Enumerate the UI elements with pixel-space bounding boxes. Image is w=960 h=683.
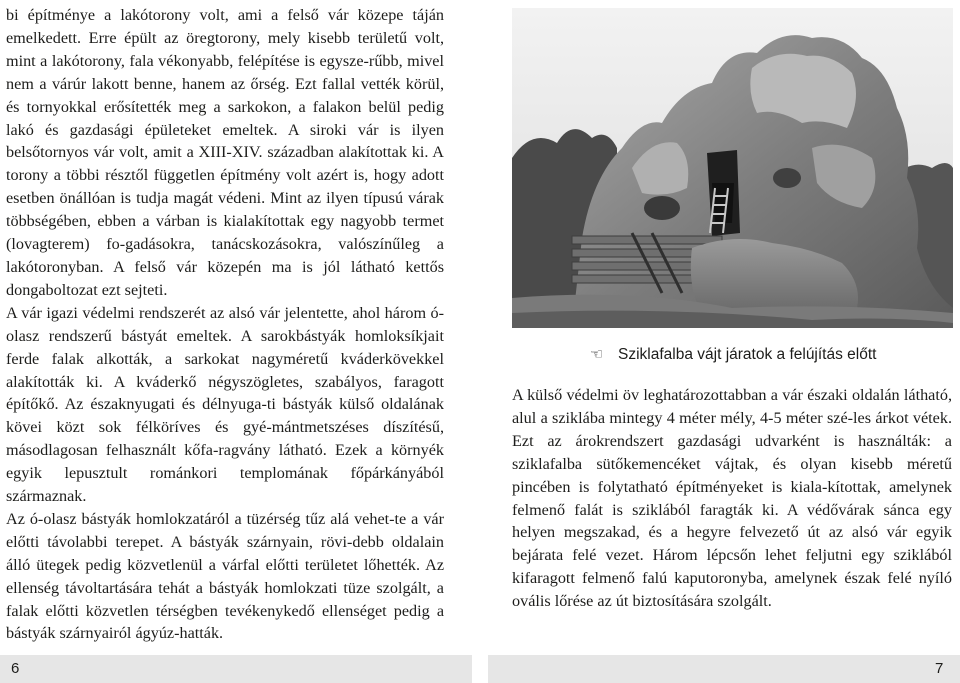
castle-rock-photo — [512, 8, 953, 328]
photo-illustration — [512, 8, 953, 328]
footer-bar-right — [488, 655, 960, 683]
paragraph-1: bi építménye a lakótorony volt, ami a felső vár közepe táján emelkedett. Erre épült az öregtorony, mely kisebb területű volt, mint a lakótorony, fala vékonyabb, felépítése is egysze-rűbb, mivel nem a várúr lakott benne, hanem az őrség. Ezt fallal vették körül, és tornyokkal erősítették meg a sarkokon, a falakon belül pedig lakó és gazdasági épületeket emeltek. A siroki vár is ilyen belsőtornyos vár volt, amit a XIII-XIV. században alakítottak ki. A torony a többi résztől független építmény volt azért is, hogy adott esetben önállóan is tudja magát védeni. Mint az ilyen típusú várak többségében, ebben a várban is kialakítottak egy nagyobb termet (lovagterem) fo-gadásokra, tanácskozásokra, valószínűleg a lakótoronyban. A felső vár közepén ma is jól látható kettős dongaboltozat ezt sejteti. — [6, 6, 444, 299]
page-number-right: 7 — [935, 660, 944, 677]
page-number-left: 6 — [11, 660, 20, 677]
caption-text: Sziklafalba vájt járatok a felújítás előtt — [618, 346, 877, 363]
paragraph-3: Az ó-olasz bástyák homlokzatáról a tüzérség tűz alá vehet-te a vár előtti távolabbi terepet. A bástyák szárnyain, rövi-debb oldalain álló ütegek pedig közvetlenül a várfal előtti területet lőhették. Az ellenség távoltartására tehát a bástyák homlokzati tüze szolgált, a falak előtti közvetlen térségben tevékenykedő ellenséget pedig a bástyák szárnyairól ágyúz-hatták. — [6, 509, 444, 643]
left-page-column — [6, 4, 444, 645]
right-page-column — [512, 384, 952, 613]
paragraph-2: A vár igazi védelmi rendszerét az alsó vár jelentette, ahol három ó-olasz rendszerű bástyát emeltek. A sarokbástyák homloksíkjait ferde falak alkották, a sarkokat nagyméretű kváderkövekkel alakították ki. A kváderkő négyszögletes, szabályos, faragott építőkő. Az északnyugati és délnyuga-ti bástyák külső oldalának kövei közt sok félköríves és gyé-mántmetszéses díszítésű, másodlagosan felhasznált kőfa-ragvány látható. Ezek a környék egyik lepusztult románkori templomának főpárkányából származnak. — [6, 303, 444, 506]
paragraph-4: A külső védelmi öv leghatározottabban a vár északi oldalán látható, alul a sziklába mintegy 4 méter mély, 4-5 méter szé-les árkot vétek. Ezt az árokrendszert gazdasági udvarként is használták: a sziklafalba sütőkemencéket vájtak, és olyan kisebb méretű pincében is folytatható építményeket is kiala-kítottak, amelynek felmenő falát is sziklából faragták ki. A védővárak sánca egy helyen megszakad, és a hegyre felvezető út az alsó vár egyik bejárata felé vezet. Három lépcsőn lehet feljutni egy sziklából kifaragott felmenő falú kaputoronyba, amelynek észak felé nyíló ovális lőrése az út biztosítására szolgált. — [512, 386, 952, 611]
photo-caption — [590, 345, 876, 364]
footer-bar-left — [0, 655, 472, 683]
pointing-hand-icon: ☜ — [590, 345, 604, 363]
